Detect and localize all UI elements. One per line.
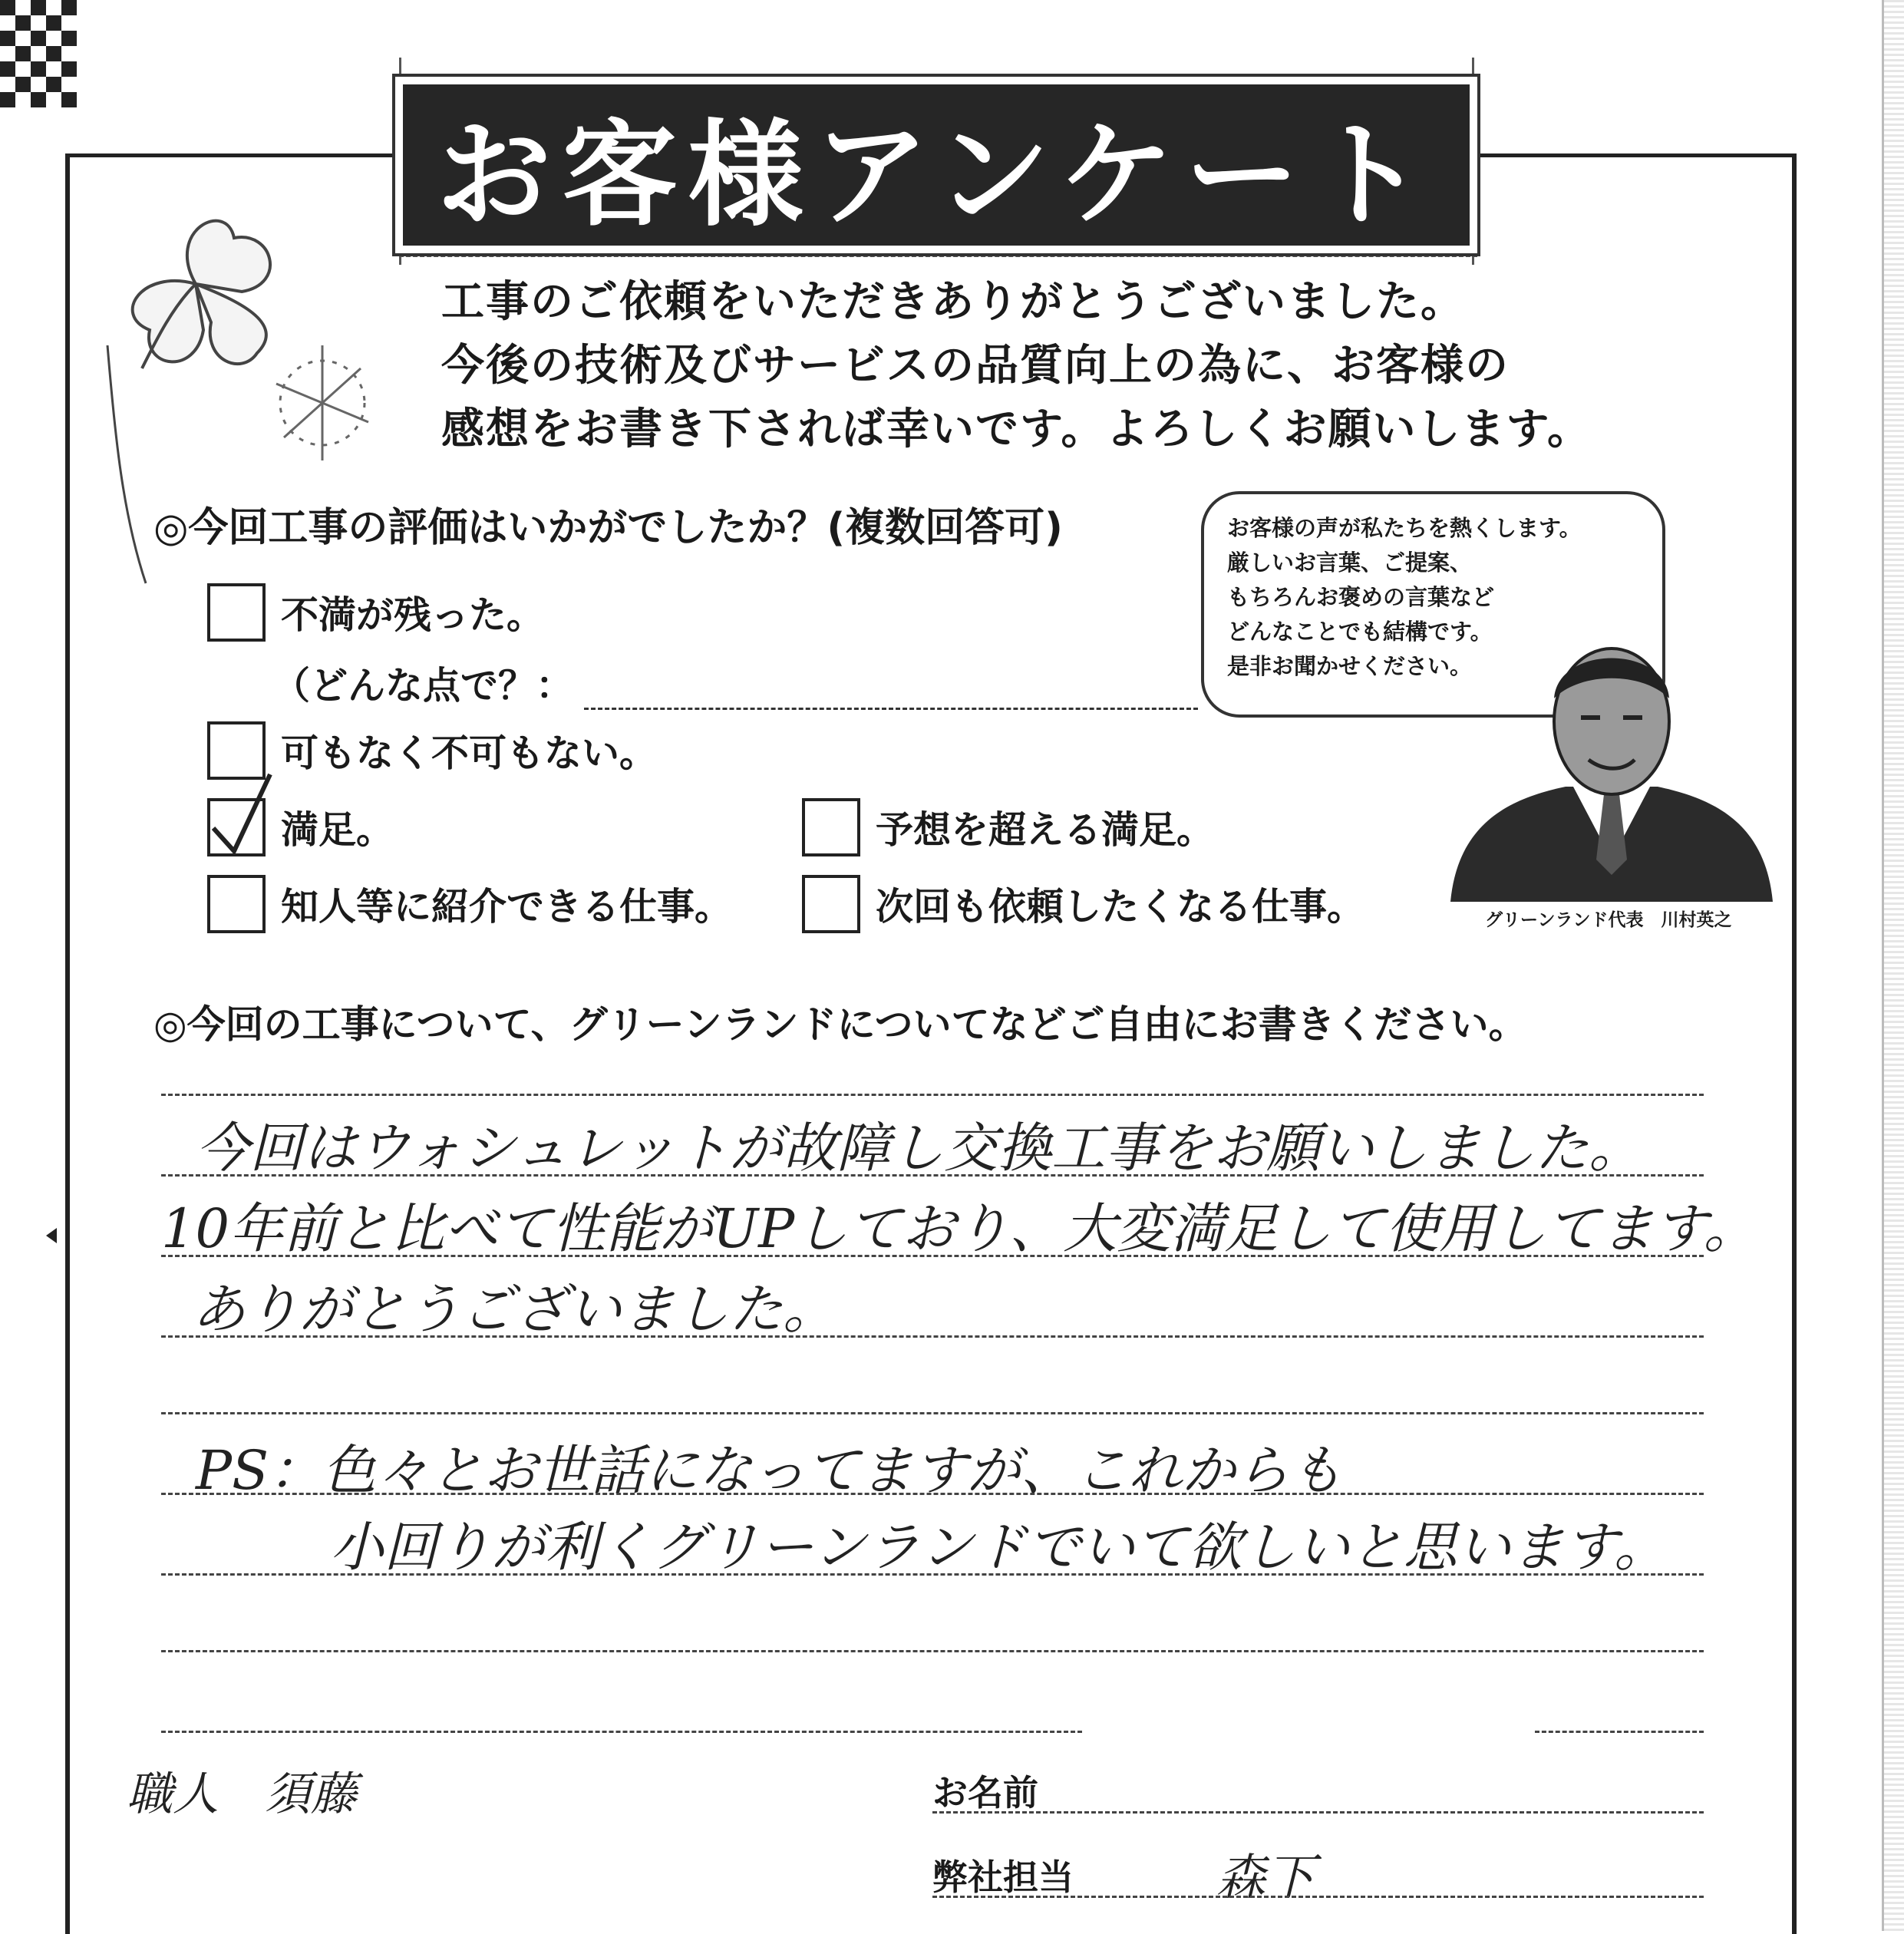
- title-guide: [399, 77, 1477, 79]
- question-comments: ◎今回の工事について、グリーンランドについてなどご自由にお書きください。: [153, 1002, 1527, 1047]
- comment-line: 10年前と比べて性能がUPしており、大変満足して使用してます。: [161, 1197, 1757, 1260]
- sparkle-icon: [261, 338, 384, 468]
- bubble-line: お客様の声が私たちを熱くします。: [1227, 515, 1582, 541]
- page-title: お客様アンケート: [403, 84, 1470, 246]
- option-label: 可もなく不可もない。: [281, 731, 658, 775]
- intro-line: 感想をお書き下されば幸いです。よろしくお願いします。: [441, 404, 1592, 454]
- checkbox-beyond[interactable]: [802, 798, 860, 856]
- staff-signature: 森下: [1216, 1850, 1315, 1906]
- comment-line: ありがとうございました。: [192, 1278, 837, 1341]
- detail-line: [272, 656, 1246, 710]
- bubble-line: 厳しいお言葉、ご提案、: [1227, 550, 1473, 576]
- option-dissatisfied[interactable]: [207, 583, 544, 642]
- option-beyond[interactable]: [802, 798, 1214, 856]
- writing-line: [161, 1412, 1704, 1414]
- intro-line: 工事のご依頼をいただきありがとうございました。: [441, 277, 1465, 327]
- option-label: 予想を超える満足。: [876, 808, 1215, 852]
- scan-edge: [1882, 0, 1904, 1931]
- frame-right: [1792, 153, 1797, 1934]
- name-label: お名前: [932, 1772, 1038, 1814]
- fold-marker-icon: [46, 1228, 57, 1243]
- staff-label: 弊社担当: [932, 1856, 1074, 1898]
- checkbox-satisfied[interactable]: [207, 798, 266, 856]
- intro-line: 今後の技術及びサービスの品質向上の為に、お客様の: [441, 341, 1510, 391]
- bubble-line: どんなことでも結構です。: [1227, 619, 1493, 645]
- writing-line: [161, 1650, 1704, 1652]
- detail-input[interactable]: [584, 671, 1198, 710]
- title-guide: [399, 255, 1477, 257]
- checkbox-dissatisfied[interactable]: [207, 583, 266, 642]
- option-label: 満足。: [281, 808, 394, 852]
- name-line: [1535, 1731, 1704, 1733]
- option-again[interactable]: [802, 875, 1364, 933]
- bubble-line: もちろんお褒めの言葉など: [1227, 584, 1495, 610]
- writing-line: [161, 1731, 1082, 1733]
- title-guide: [1472, 58, 1474, 265]
- option-label: 知人等に紹介できる仕事。: [281, 885, 733, 929]
- writing-line: [161, 1094, 1704, 1096]
- portrait-illustration: [1443, 629, 1780, 902]
- registration-mark: [0, 0, 77, 115]
- comment-line: 小回りが利くグリーンランドでいて欲しいと思います。: [330, 1516, 1668, 1579]
- title-guide: [399, 58, 401, 265]
- option-refer[interactable]: [207, 875, 732, 933]
- craftsman-signature: 職人 須藤: [127, 1767, 357, 1821]
- staff-line: [932, 1896, 1704, 1898]
- comment-line: 今回はウォシュレットが故障し交換工事をお願いしました。: [196, 1117, 1643, 1180]
- portrait-caption: グリーンランド代表 川村英之: [1485, 910, 1732, 930]
- question-rating: ◎今回工事の評価はいかがでしたか？(複数回答可): [153, 505, 1063, 551]
- checkbox-refer[interactable]: [207, 875, 266, 933]
- name-line: [932, 1811, 1704, 1814]
- comment-line: PS：色々とお世話になってますが、これからも: [196, 1439, 1344, 1502]
- option-label: 次回も依頼したくなる仕事。: [876, 885, 1365, 929]
- option-label: 不満が残った。: [281, 593, 545, 637]
- detail-prefix: （どんな点で？：: [272, 664, 574, 708]
- frame-left: [65, 153, 70, 1934]
- check-icon: [207, 771, 276, 859]
- intro-text: [441, 270, 1592, 461]
- checkbox-again[interactable]: [802, 875, 860, 933]
- clover-stem-icon: [92, 345, 153, 591]
- option-satisfied[interactable]: [207, 798, 394, 856]
- bubble-line: 是非お聞かせください。: [1227, 653, 1473, 679]
